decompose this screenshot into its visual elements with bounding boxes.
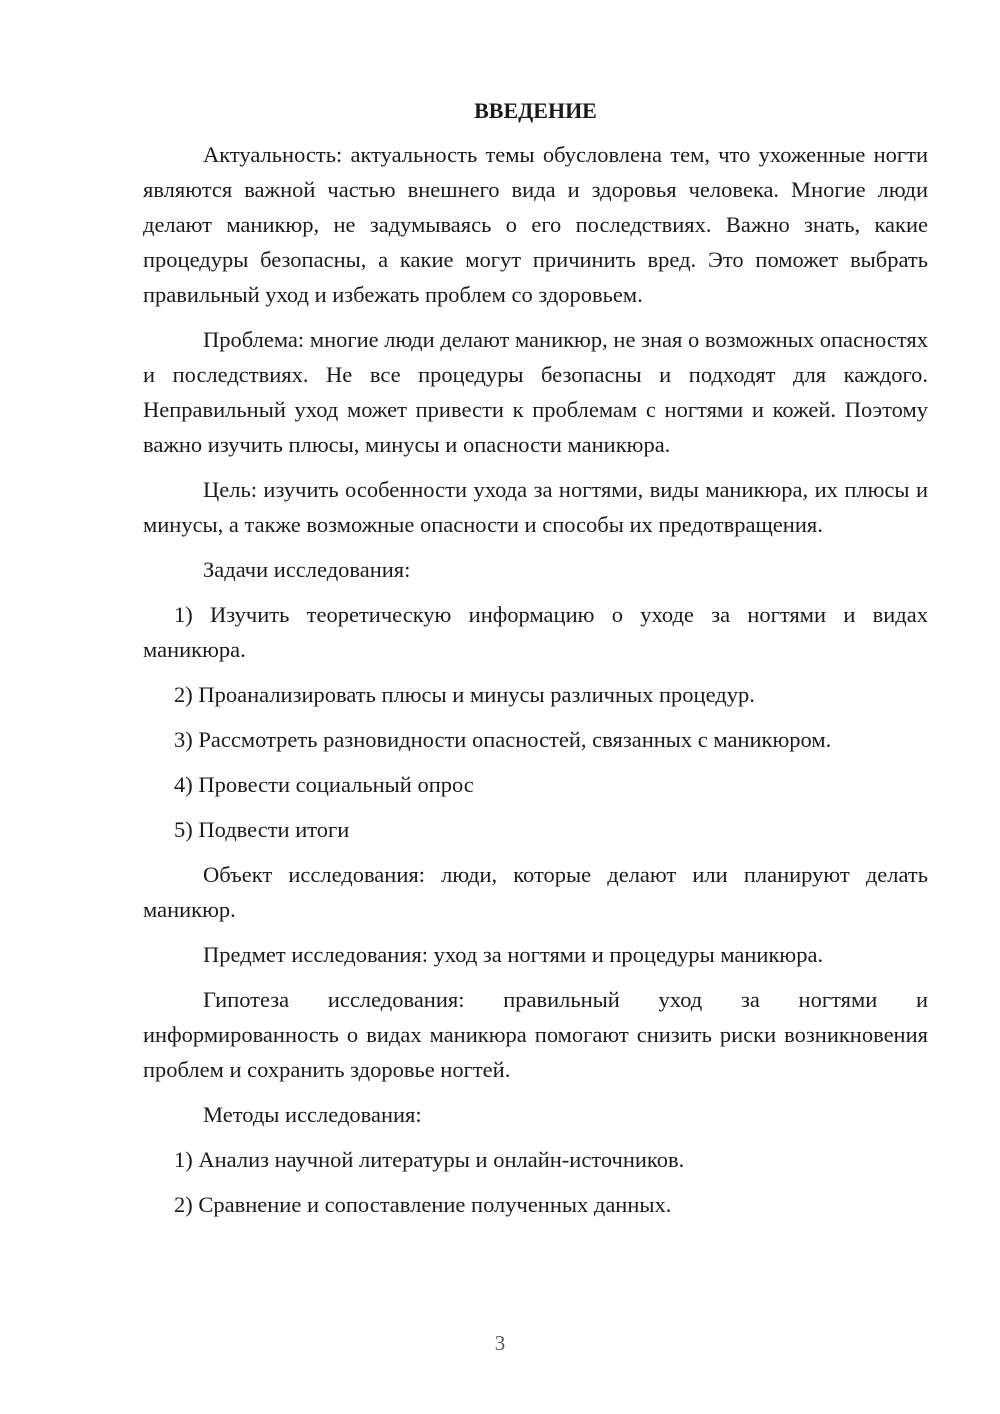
tasks-heading: Задачи исследования: xyxy=(203,557,411,582)
task-item-4: 4) Провести социальный опрос xyxy=(174,772,474,797)
task-item-5: 5) Подвести итоги xyxy=(174,817,350,842)
hypothesis-paragraph: Гипотеза исследования: правильный уход за ногтями и информированность о видах маникюра помогают снизить риски возникновения проблем и сохранить здоровье ногтей. xyxy=(143,987,928,1082)
relevance-paragraph: Актуальность: актуальность темы обусловлена тем, что ухоженные ногти являются важной частью внешнего вида и здоровья человека. Многие люди делают маникюр, не задумываясь о его последствиях. Важно знать, какие процедуры безопасны, а какие могут причинить вред. Это поможет выбрать правильный уход и избежать проблем со здоровьем. xyxy=(143,142,928,307)
method-item-1: 1) Анализ научной литературы и онлайн-источников. xyxy=(174,1147,685,1172)
section-title: ВВЕДЕНИЕ xyxy=(474,98,597,123)
method-item-2: 2) Сравнение и сопоставление полученных данных. xyxy=(174,1192,672,1217)
subject-paragraph: Предмет исследования: уход за ногтями и процедуры маникюра. xyxy=(203,942,824,967)
problem-paragraph: Проблема: многие люди делают маникюр, не зная о возможных опасностях и последствиях. Не все процедуры безопасны и подходят для каждого. Неправильный уход может привести к проблемам с ногтями и кожей. Поэтому важно изучить плюсы, минусы и опасности маникюра. xyxy=(143,327,928,457)
goal-paragraph: Цель: изучить особенности ухода за ногтями, виды маникюра, их плюсы и минусы, а также возможные опасности и способы их предотвращения. xyxy=(143,477,928,537)
object-paragraph: Объект исследования: люди, которые делают или планируют делать маникюр. xyxy=(143,862,928,922)
task-item-1: 1) Изучить теоретическую информацию о уходе за ногтями и видах маникюра. xyxy=(143,602,928,662)
document-page xyxy=(143,93,928,1232)
task-item-2: 2) Проанализировать плюсы и минусы различных процедур. xyxy=(174,682,755,707)
page-number: 3 xyxy=(494,1331,506,1355)
methods-heading: Методы исследования: xyxy=(203,1102,422,1127)
task-item-3: 3) Рассмотреть разновидности опасностей, связанных с маникюром. xyxy=(174,727,832,752)
